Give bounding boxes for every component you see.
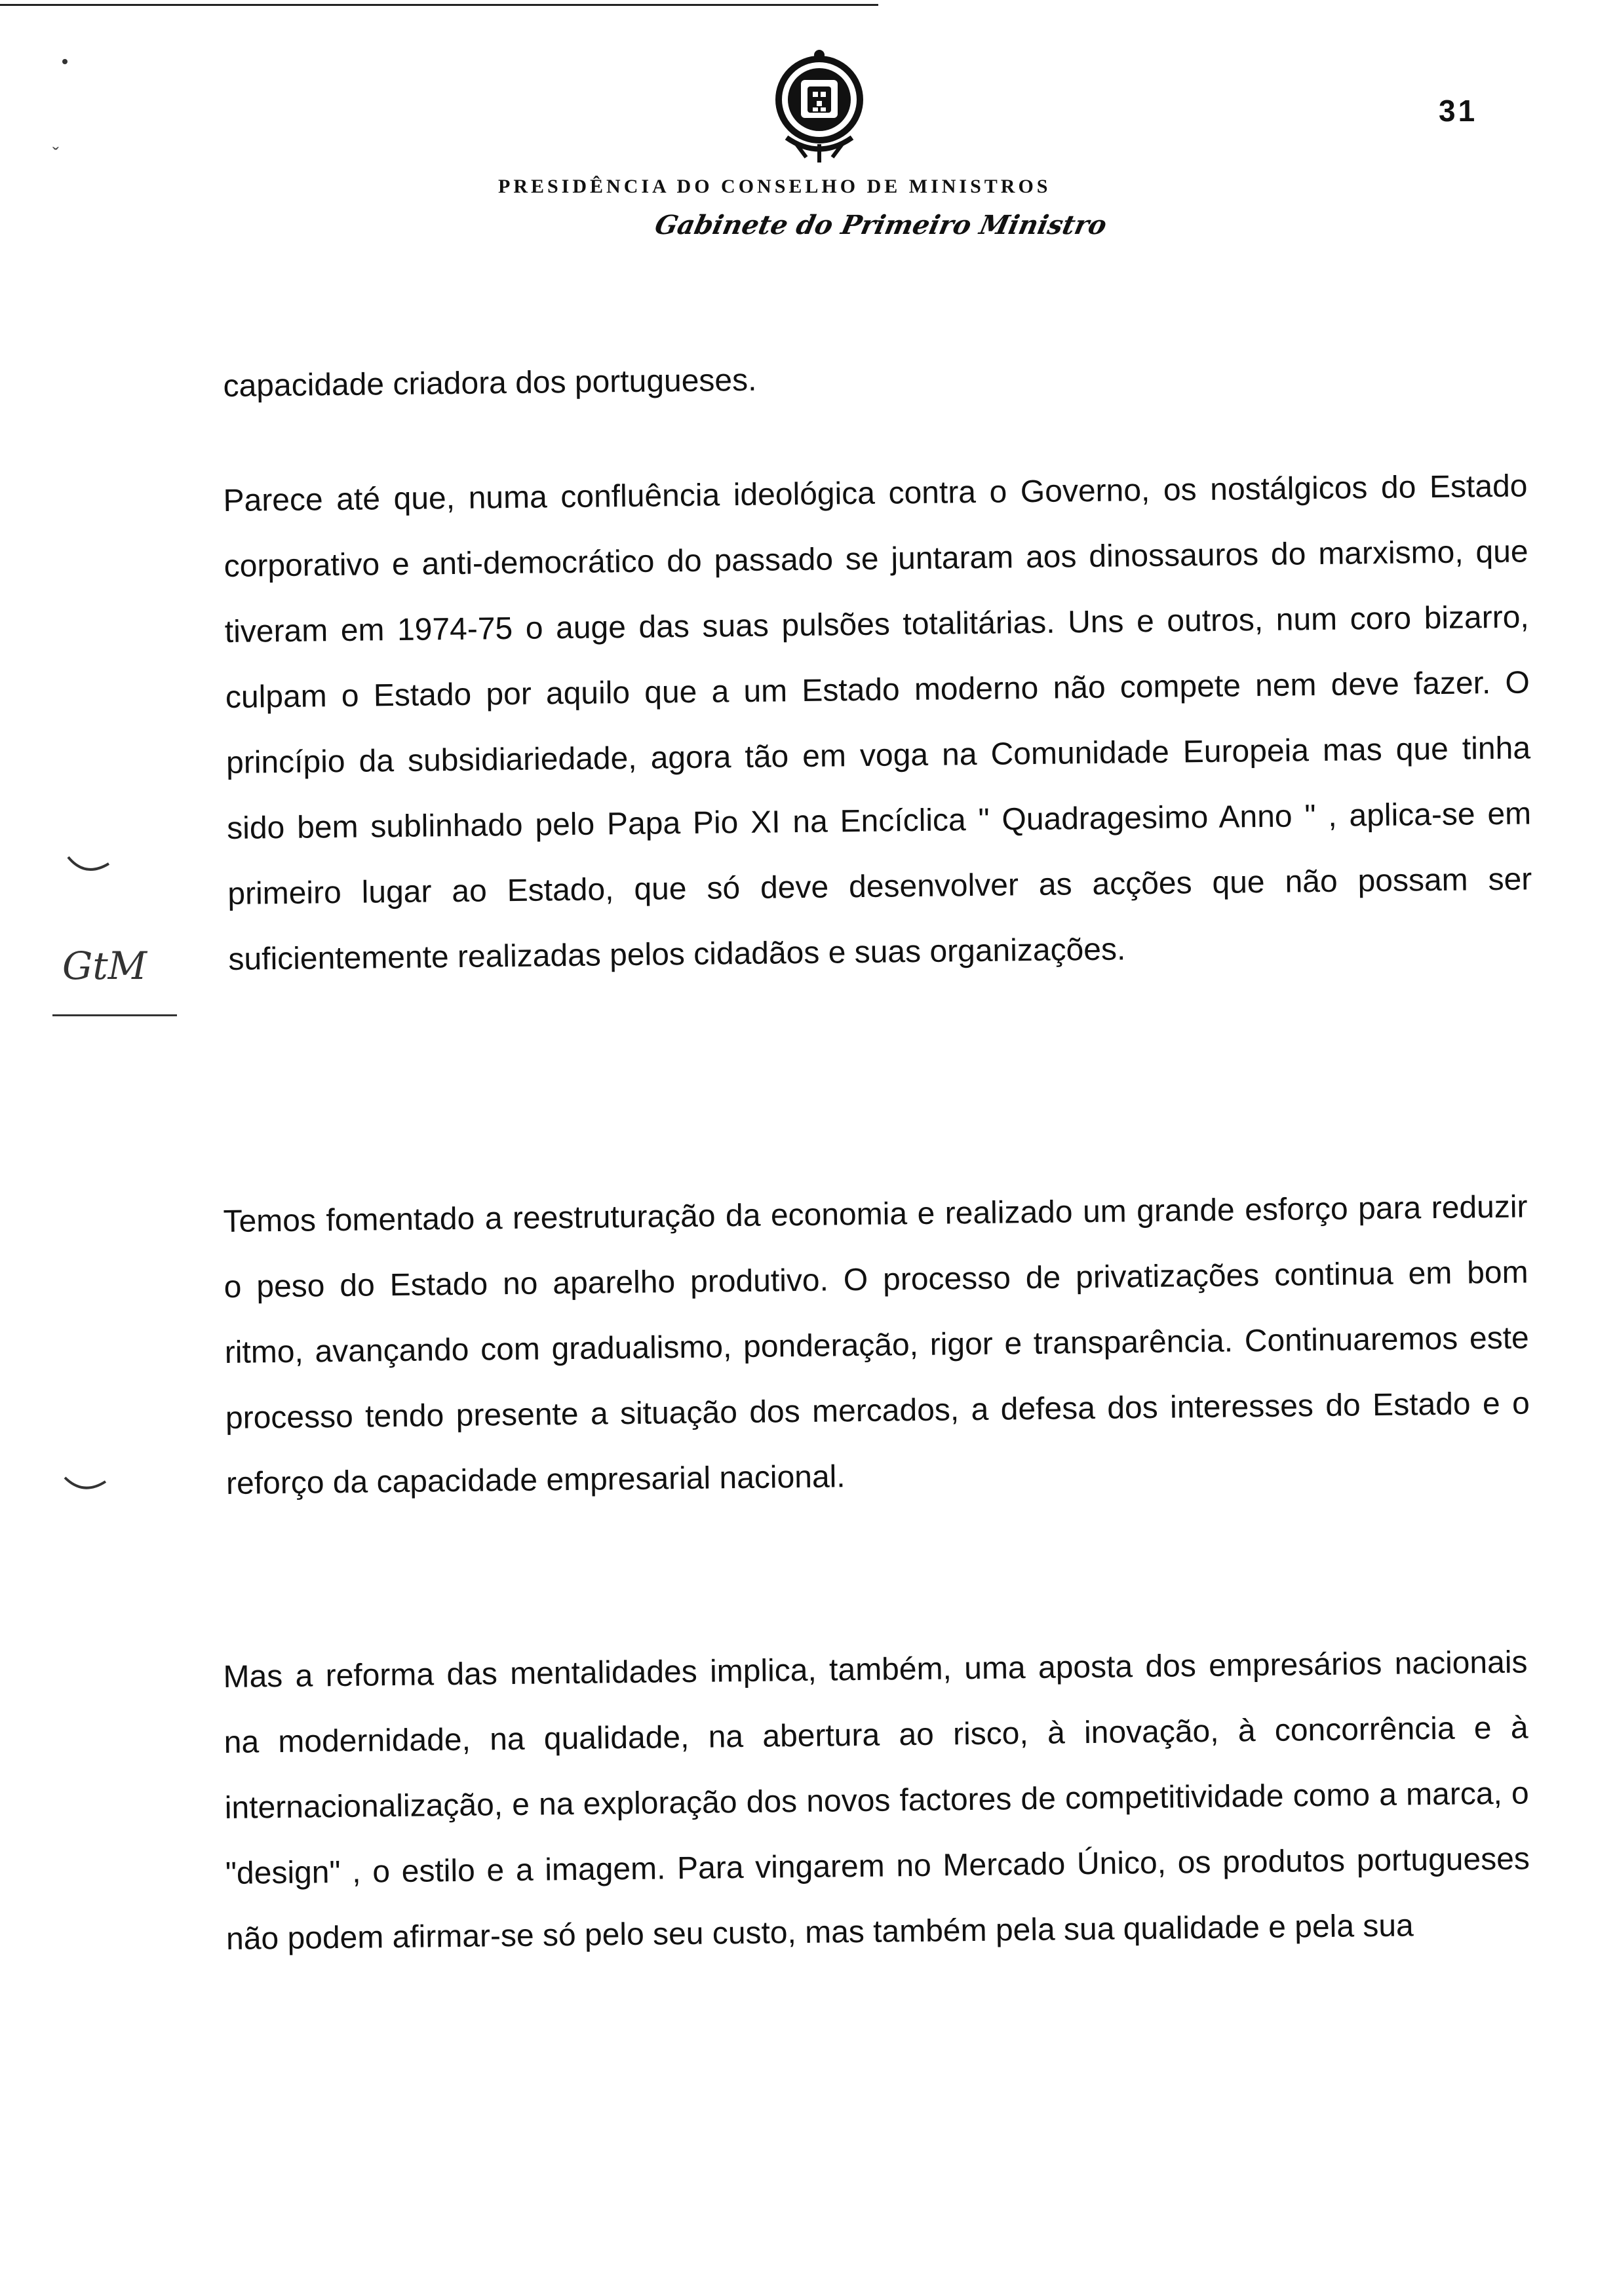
page-number: 31	[1439, 94, 1478, 128]
body-paragraph-3: Temos fomentado a reestruturação da economia e realizado um grande esforço para reduzir o peso do Estado no aparelho produtivo. O processo de privatizações continua em bom ritmo, avançando com gradualismo, ponderação, rigor e transparência. Continuaremos este processo tendo presente a situação dos mercados, a defesa dos interesses do Estado e o reforço da capacidade empresarial nacional.	[223, 1189, 1530, 1501]
check-mark-icon	[62, 1471, 108, 1497]
margin-initials-underline	[52, 1014, 177, 1016]
scan-speck	[62, 59, 68, 64]
check-mark-icon	[66, 852, 111, 878]
scan-tick-mark: ˇ	[52, 144, 59, 166]
body-paragraph-2: Parece até que, numa confluência ideológica contra o Governo, os nostálgicos do Estado corporativo e anti-democrático do passado se juntaram aos dinossauros do marxismo, que tiveram em 1974-75 o auge das suas pulsões totalitárias. Uns e outros, num coro bizarro, culpam o Estado por aquilo que a um Estado moderno não compete nem deve fazer. O princípio da subsidiariedade, agora tão em voga na Comunidade Europeia mas que tinha sido bem sublinhado pelo Papa Pio XI na Encíclica " Quadragesimo Anno " , aplica-se em primeiro lugar ao Estado, que só deve desenvolver as acções que não possam ser suficientemente realizadas pelos cidadãos e suas organizações.	[223, 469, 1532, 977]
body-paragraph-4: Mas a reforma das mentalidades implica, também, uma aposta dos empresários nacionais na modernidade, na qualidade, na abertura ao risco, à inovação, à concorrência e à internacionalização, e na exploração dos novos factores de competitividade como a marca, o "design" , o estilo e a imagem. Para vingarem no Mercado Único, os produtos portugueses não podem afirmar-se só pelo seu custo, mas também pela sua qualidade e pela sua	[223, 1645, 1530, 1957]
top-border-line	[0, 4, 878, 6]
body-paragraph-1: capacidade criadora dos portugueses.	[223, 362, 757, 404]
margin-initials: GtM	[62, 944, 147, 988]
coat-of-arms-icon	[760, 46, 878, 177]
office-subheader: Gabinete do Primeiro Ministro	[652, 210, 1110, 240]
institution-header: PRESIDÊNCIA DO CONSELHO DE MINISTROS	[498, 176, 1051, 197]
